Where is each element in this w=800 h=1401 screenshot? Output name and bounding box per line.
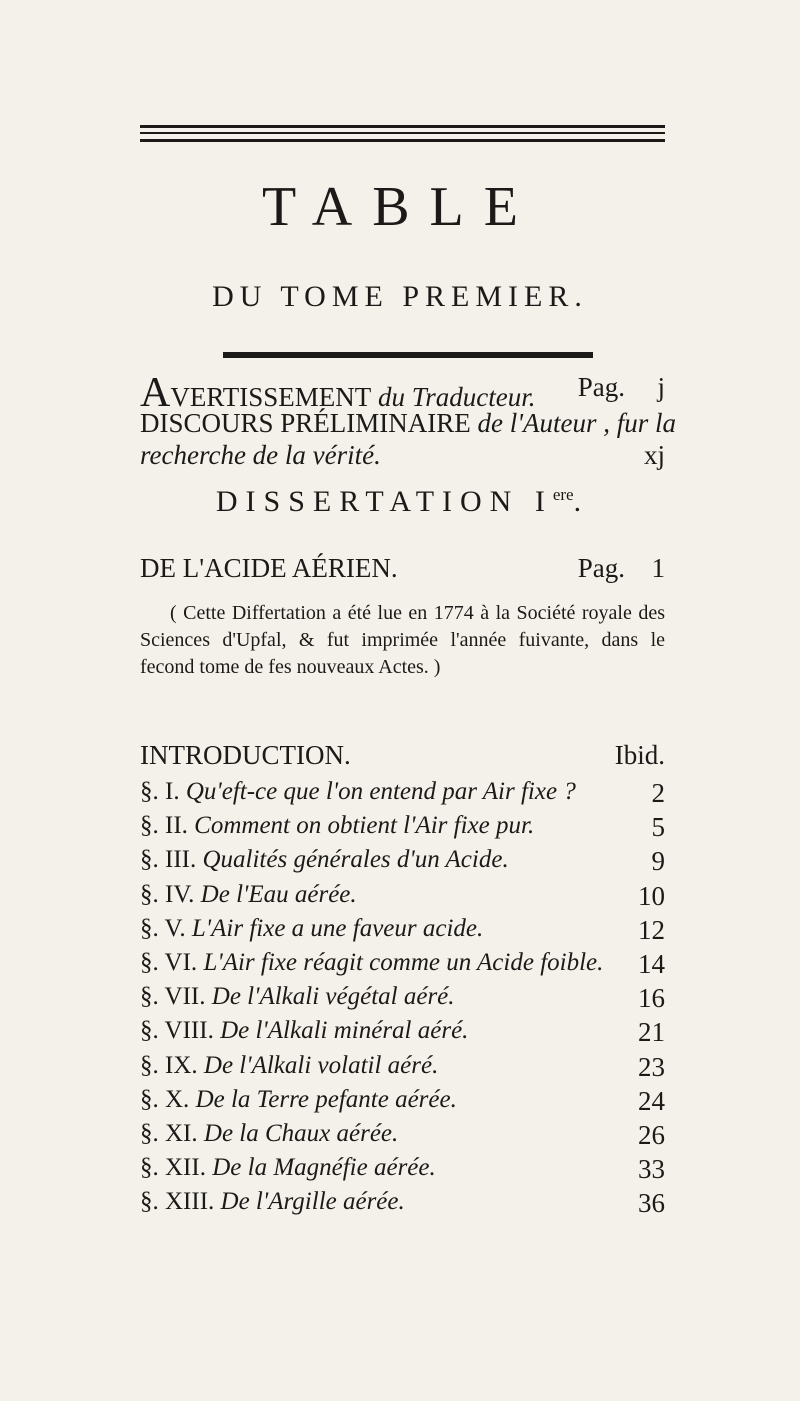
page-number: j: [657, 372, 665, 402]
section-title: De l'Alkali minéral aéré.: [220, 1017, 469, 1045]
discours-label: DISCOURS PRÉLIMINAIRE: [140, 408, 471, 438]
page-number: 9: [651, 846, 665, 877]
page-title: TABLE: [262, 176, 538, 238]
chapter-title: DE L'ACIDE AÉRIEN.: [140, 553, 398, 583]
section-number: §. VIII.: [140, 1017, 221, 1045]
toc-section-entry: [140, 812, 665, 843]
toc-section-entry: [140, 778, 665, 806]
section-title: De la Chaux aérée.: [203, 1120, 399, 1147]
page-number: xj: [643, 440, 665, 470]
page-subtitle: DU TOME PREMIER.: [212, 280, 588, 313]
section-title: L'Air fixe réagit comme un Acide foible.: [203, 949, 604, 976]
page-number: 5: [651, 812, 665, 843]
section-number: §. VII.: [140, 983, 212, 1011]
section-title: Qu'eft-ce que l'on entend par Air fixe ?: [185, 778, 576, 805]
page-number: 33: [638, 1154, 665, 1185]
toc-section-entry: [140, 983, 665, 1014]
dissertation-note: ( Cette Differtation a été lue en 1774 à la Société royale des Sciences d'Upfal, & fut imprimée l'année fuivante, dans le fecond tome de fes nouveaux Actes. ): [140, 602, 665, 678]
section-title: De la Terre pefante aérée.: [195, 1085, 457, 1113]
section-title: De l'Alkali végétal aéré.: [211, 983, 455, 1011]
page-number: 2: [651, 778, 665, 808]
section-number: §. IX.: [140, 1051, 204, 1079]
toc-section-entry: [140, 1120, 665, 1148]
page-number: 36: [638, 1188, 665, 1219]
toc-section-entry: [140, 1052, 665, 1080]
toc-section-entry: [140, 1017, 665, 1048]
section-number: §. I.: [140, 778, 186, 805]
toc-introduction: [140, 740, 665, 771]
page-number: Ibid.: [614, 740, 665, 770]
introduction-label: INTRODUCTION.: [140, 740, 351, 770]
toc-section-entry: [140, 846, 665, 877]
page-number: 21: [638, 1017, 665, 1048]
section-title: L'Air fixe a une faveur acide.: [191, 914, 484, 942]
page-number: 16: [638, 983, 665, 1014]
toc-section-entry: [140, 915, 665, 943]
section-title: De l'Argille aérée.: [220, 1188, 405, 1216]
section-number: §. XII.: [140, 1154, 213, 1182]
section-number: §. XI.: [140, 1120, 204, 1147]
toc-section-entry: [140, 949, 665, 977]
page-number: 24: [638, 1085, 665, 1116]
section-number: §. XIII.: [140, 1188, 221, 1216]
section-number: §. II.: [140, 812, 195, 840]
top-rule: [140, 132, 665, 134]
toc-section-entry: [140, 881, 665, 909]
toc-discours-cont: [140, 440, 665, 471]
page-number: 26: [638, 1120, 665, 1150]
toc-section-entry: [140, 1188, 665, 1219]
section-number: §. IV.: [140, 880, 201, 908]
section-title: Qualités générales d'un Acide.: [202, 846, 509, 874]
section-number: §. III.: [140, 846, 203, 874]
page-number: 12: [638, 914, 665, 945]
avertissement-label: VERTISSEMENT: [170, 382, 372, 412]
ordinal-superscript: ere: [552, 485, 574, 504]
avertissement-detail: du Traducteur.: [377, 382, 536, 412]
section-title: De l'Eau aérée.: [200, 880, 357, 908]
page-label: Pag.: [577, 372, 625, 402]
toc-section-entry: [140, 1086, 665, 1114]
page-number: 10: [638, 880, 665, 911]
discours-detail: de l'Auteur , fur la: [477, 408, 677, 438]
top-rule: [140, 125, 665, 128]
drop-initial: A: [140, 370, 171, 416]
toc-section-entry: [140, 1154, 665, 1185]
dissertation-heading: DISSERTATION Iere.: [215, 485, 590, 518]
section-number: §. VI.: [140, 949, 204, 976]
separator-rule: [223, 352, 593, 358]
page-number: 23: [638, 1051, 665, 1082]
toc-discours: [140, 408, 677, 439]
section-title: De la Magnéfie aérée.: [212, 1154, 436, 1182]
discours-detail-cont: recherche de la vérité.: [140, 440, 381, 470]
section-number: §. V.: [140, 914, 192, 942]
top-rule: [140, 139, 665, 142]
section-title: Comment on obtient l'Air fixe pur.: [194, 812, 535, 840]
page-label: Pag.: [577, 553, 625, 583]
page-number: 14: [638, 949, 665, 979]
section-title: De l'Alkali volatil aéré.: [203, 1051, 439, 1079]
section-number: §. X.: [140, 1085, 196, 1113]
toc-chapter: [140, 553, 665, 584]
page-number: 1: [651, 553, 665, 583]
